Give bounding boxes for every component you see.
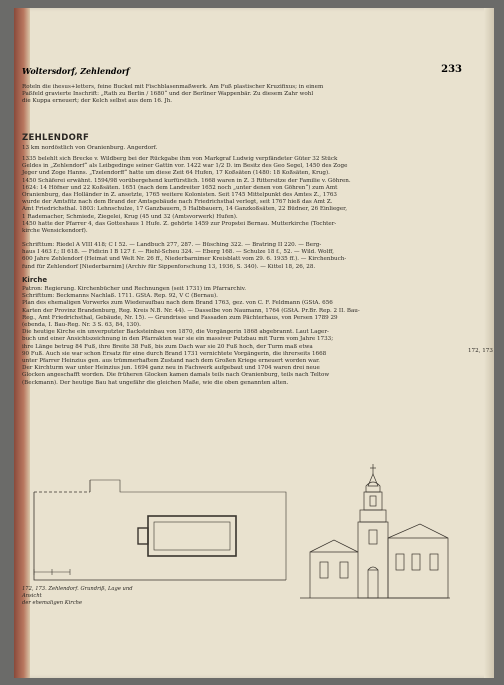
section-subtitle: 13 km nordöstlich von Oranienburg. Angerdorf. xyxy=(22,145,158,151)
floor-plan-drawing xyxy=(30,476,290,586)
text-line: (ebenda, I. Bau-Reg. Nr. 3 S. 63, 84, 130). xyxy=(22,322,141,329)
text-line: Schrifttum: Beckmanns Nachlaß. 1711. GStA. Rep. 92, V C (Bernau). xyxy=(22,293,218,300)
text-line: Karten der Provinz Brandenburg, Reg. Kreis N.B. Nr. 44). — Dasselbe von Naumann, 1764 (GStA. Pr.Br. Rep. 2 II. Bau- xyxy=(22,307,360,314)
text-line: 1450 Schäferei erwähnt. 1594/98 vorübergehend kurfürstlich. 1668 waren in Z. 3 Rittersitze der Familie v. Göhren. xyxy=(22,177,351,184)
text-line: Plan des ehemaligen Vorwerks zum Wiederaufbau nach dem Brand 1763, gez. von C. F. Feldmann (GStA. 656 xyxy=(22,300,333,307)
text-line: kirche Wensickendorf). xyxy=(22,228,88,235)
text-line: buch und einer Ansichtszeichnung in den Pfarrakten war sie ein massiver Putzbau mit Turm vom Jahre 1733; xyxy=(22,336,334,343)
church-window xyxy=(412,554,420,570)
tower-window xyxy=(369,530,377,544)
text-line: Der Kirchturm war unter Heinzius jun. 1694 ganz neu in Fachwerk aufgebaut und 1704 waren drei neue xyxy=(22,365,320,372)
text-line: die Kuppa erneuert; der Kelch selbst aus dem 16. Jh. xyxy=(22,98,173,105)
section-heading xyxy=(22,133,462,152)
text-line: 1 Rademacher, Schmiede, Ziegelei, Krug (45 und 32 (Amtsvorwerk) Hufen). xyxy=(22,213,238,220)
text-line: Reg., Amt Friedrichsthal, Gebäude, Nr. 15). — Grundrisse und Fassaden zum Pächterhaus, von Persen 1789 29 xyxy=(22,314,338,321)
spire-bulb xyxy=(366,482,380,492)
running-head xyxy=(22,66,462,80)
church-heading: Kirche xyxy=(22,276,48,284)
church-window xyxy=(430,554,438,570)
text-line: Geldes in „Zehlendorf“ als Leibgedinge seiner Gattin vor. 1422 war 1/2 D. im Besitz des Geo Segel, 1450 des Zoge xyxy=(22,163,348,170)
page-edge xyxy=(484,8,494,678)
tower-upper xyxy=(360,510,386,522)
church-section xyxy=(22,276,462,387)
spire-top xyxy=(368,474,378,486)
text-line: Schrifttum: Riedel A VIII 418; C I 52. — Landbuch 277, 287. — Büsching 322. — Bratring II 220. — Berg- xyxy=(22,242,322,248)
history-paragraph xyxy=(22,156,462,235)
side-wall xyxy=(310,552,358,598)
text-line: 600 Jahre Zehlendorf (Heimat und Welt Nr. 26 ff., Niederbarnimer Kreisblatt vom 29. 6. 1935 ff.). — Kirchenbuch- xyxy=(22,256,347,263)
text-line: unter Pfarrer Heinzius gen. aus trümmerhaftem Zustand nach dem Großen Kriege erneuert worden war. xyxy=(22,358,320,365)
intro-paragraph xyxy=(22,84,462,106)
nave xyxy=(388,524,448,598)
text-line: ihre Länge betrug 84 Fuß, ihre Breite 38 Fuß, bis zum Dach war sie 20 Fuß hoch, der Turm maß etwa xyxy=(22,343,313,350)
church-window xyxy=(320,562,328,578)
church-inner-outline xyxy=(154,522,230,550)
margin-note: 172, 173 xyxy=(468,348,493,354)
text-line: wurde der Amtsfitz nach dem Brand der Amtsgebäude nach Friedrichsthal verlegt, seit 1767 hieß das Amt Z. xyxy=(22,199,333,206)
church-window xyxy=(396,554,404,570)
road-line xyxy=(90,480,286,580)
text-line: 1624: 14 Höfner und 22 Koßsäten. 1651 (nach dem Landreiter 1652 noch „unter denen von Göhren“) zum Amt xyxy=(22,184,338,191)
sources-paragraph xyxy=(22,242,462,271)
text-line: haus I 463 f.; II 618. — Fidicin I B 127 f. — Riehl-Scheu 324. — Eberg 168. — Schulze 18 f., 52. — Wild. Wolff, xyxy=(22,249,334,256)
running-head-title: Woltersdorf, Zehlendorf xyxy=(22,66,130,76)
text-line: fund für Zehlendorf [Niederbarnim] (Archiv für Sippenforschung 13, 1936, S. 340). — Kittel 18, 26, 28. xyxy=(22,263,316,270)
text-line: Paßfeld gravierte Inschrift: „Rath zu Berlin / 1680“ und der Berliner Wappenbär. Zu diesem Zahr wohl xyxy=(22,91,314,98)
caption-line: der ehemaligen Kirche xyxy=(22,600,83,606)
church-door xyxy=(368,570,378,598)
section-title: ZEHLENDORF xyxy=(22,133,90,143)
tower-outline xyxy=(138,528,148,544)
caption-line: 172, 173. Zehlendorf. Grundriß, Lage und Ansicht xyxy=(22,586,133,599)
church-elevation-drawing xyxy=(300,460,450,620)
belfry xyxy=(364,492,382,510)
text-line: Oranienburg, das Holländer in Z. ansetzte, 1765 weitere Kolonisten. Seit 1745 Mittelpunkt des Amtes Z., 1763 xyxy=(22,192,337,199)
text-line: Roteln die ihesus+letters, feine Buckel mit Fischblasenmaßwerk. Am Fuß plastischer Kruzifixus; in einem xyxy=(22,84,324,90)
site-boundary xyxy=(34,492,286,580)
text-line: Patron: Regierung. Kirchenbücher und Rechnungen (seit 1731) im Pfarrarchiv. xyxy=(22,286,247,292)
text-line: Die heutige Kirche ein unverputzter Backsteinbau von 1870, die Vorgängerin 1868 abgebrannt. Laut Lager- xyxy=(22,329,329,336)
text-line: (Beckmann). Der heutige Bau hat ungefähr die gleichen Maße, wie die oben genannten alten. xyxy=(22,379,289,386)
text-line: Amt Friedrichsthal. 1803: Lehnschulze, 17 Ganzbauern, 5 Halbbauern, 14 Ganzkoßsäten, 22 Büdner, 26 Einlieger, xyxy=(22,206,348,213)
text-line: 1335 belehlt sich Brecke v. Wildberg bei der Rückgabe ihm von Markgraf Ludwig verpfändeter Güter 32 Stück xyxy=(22,156,338,162)
text-line: 90 Fuß. Auch sie war schon Ersatz für eine durch Brand 1731 vernichtete Vorgängerin, die ihrerseits 1668 xyxy=(22,350,327,357)
church-window xyxy=(340,562,348,578)
text-line: Jeger und Zoge Hanns. „Tzelendorff“ hatte um diese Zeit 64 Hufen, 17 Koßsäten (1480: 18 Koßsäten, Krug). xyxy=(22,170,330,177)
page-number: 233 xyxy=(441,64,462,75)
text-line: 1450 hatte der Pfarrer 4, das Gotteshaus 1 Hufe. Z. gehörte 1459 zur Propstei Bernau. Mutterkirche (Tochter- xyxy=(22,220,337,227)
text-line: Glocken angeschafft worden. Die früheren Glocken kamen damals teils nach Oranienburg, teils nach Teltow xyxy=(22,372,330,379)
tower-body xyxy=(358,522,388,598)
figure-caption xyxy=(22,586,142,607)
